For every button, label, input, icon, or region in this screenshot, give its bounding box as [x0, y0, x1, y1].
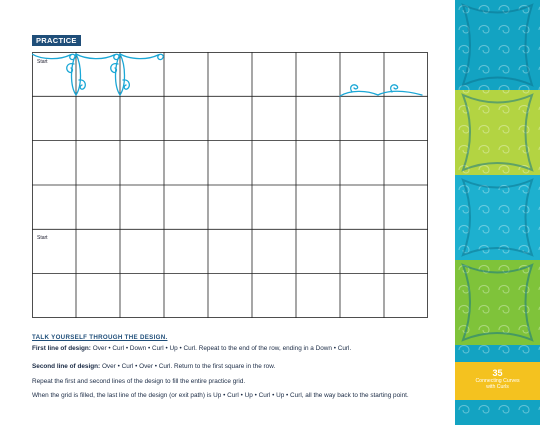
- line2-text: Over • Curl • Over • Curl. Return to the first square in the row.: [100, 363, 276, 370]
- line2-label: Second line of design:: [32, 363, 101, 370]
- chapter-title-line2: with Curls: [486, 384, 509, 390]
- practice-label: PRACTICE: [32, 35, 81, 46]
- chapter-title-line1: Connecting Curves: [475, 378, 520, 384]
- line1-label: First line of design:: [32, 345, 91, 352]
- start-label-top: Start: [37, 59, 48, 65]
- instruction-line-4: When the grid is filled, the last line of the design (or exit path) is Up • Curl • Up • Curl • Up • Curl, all the way back to the starting point.: [32, 392, 409, 399]
- instruction-line-3: Repeat the first and second lines of the design to fill the entire practice grid.: [32, 378, 246, 385]
- instruction-line-1: [32, 345, 442, 352]
- practice-grid: [32, 52, 428, 318]
- grid-lines: [32, 52, 428, 318]
- start-label-row5: Start: [37, 235, 48, 241]
- stitch-path-example: [32, 54, 422, 96]
- line1-text: Over • Curl • Down • Curl • Up • Curl. Repeat to the end of the row, ending in a Down • Curl.: [90, 345, 352, 352]
- page-number-badge: [455, 362, 540, 400]
- instruction-line-2: [32, 363, 442, 370]
- page-number: 35: [492, 368, 503, 378]
- instructions-heading: TALK YOURSELF THROUGH THE DESIGN.: [32, 334, 168, 341]
